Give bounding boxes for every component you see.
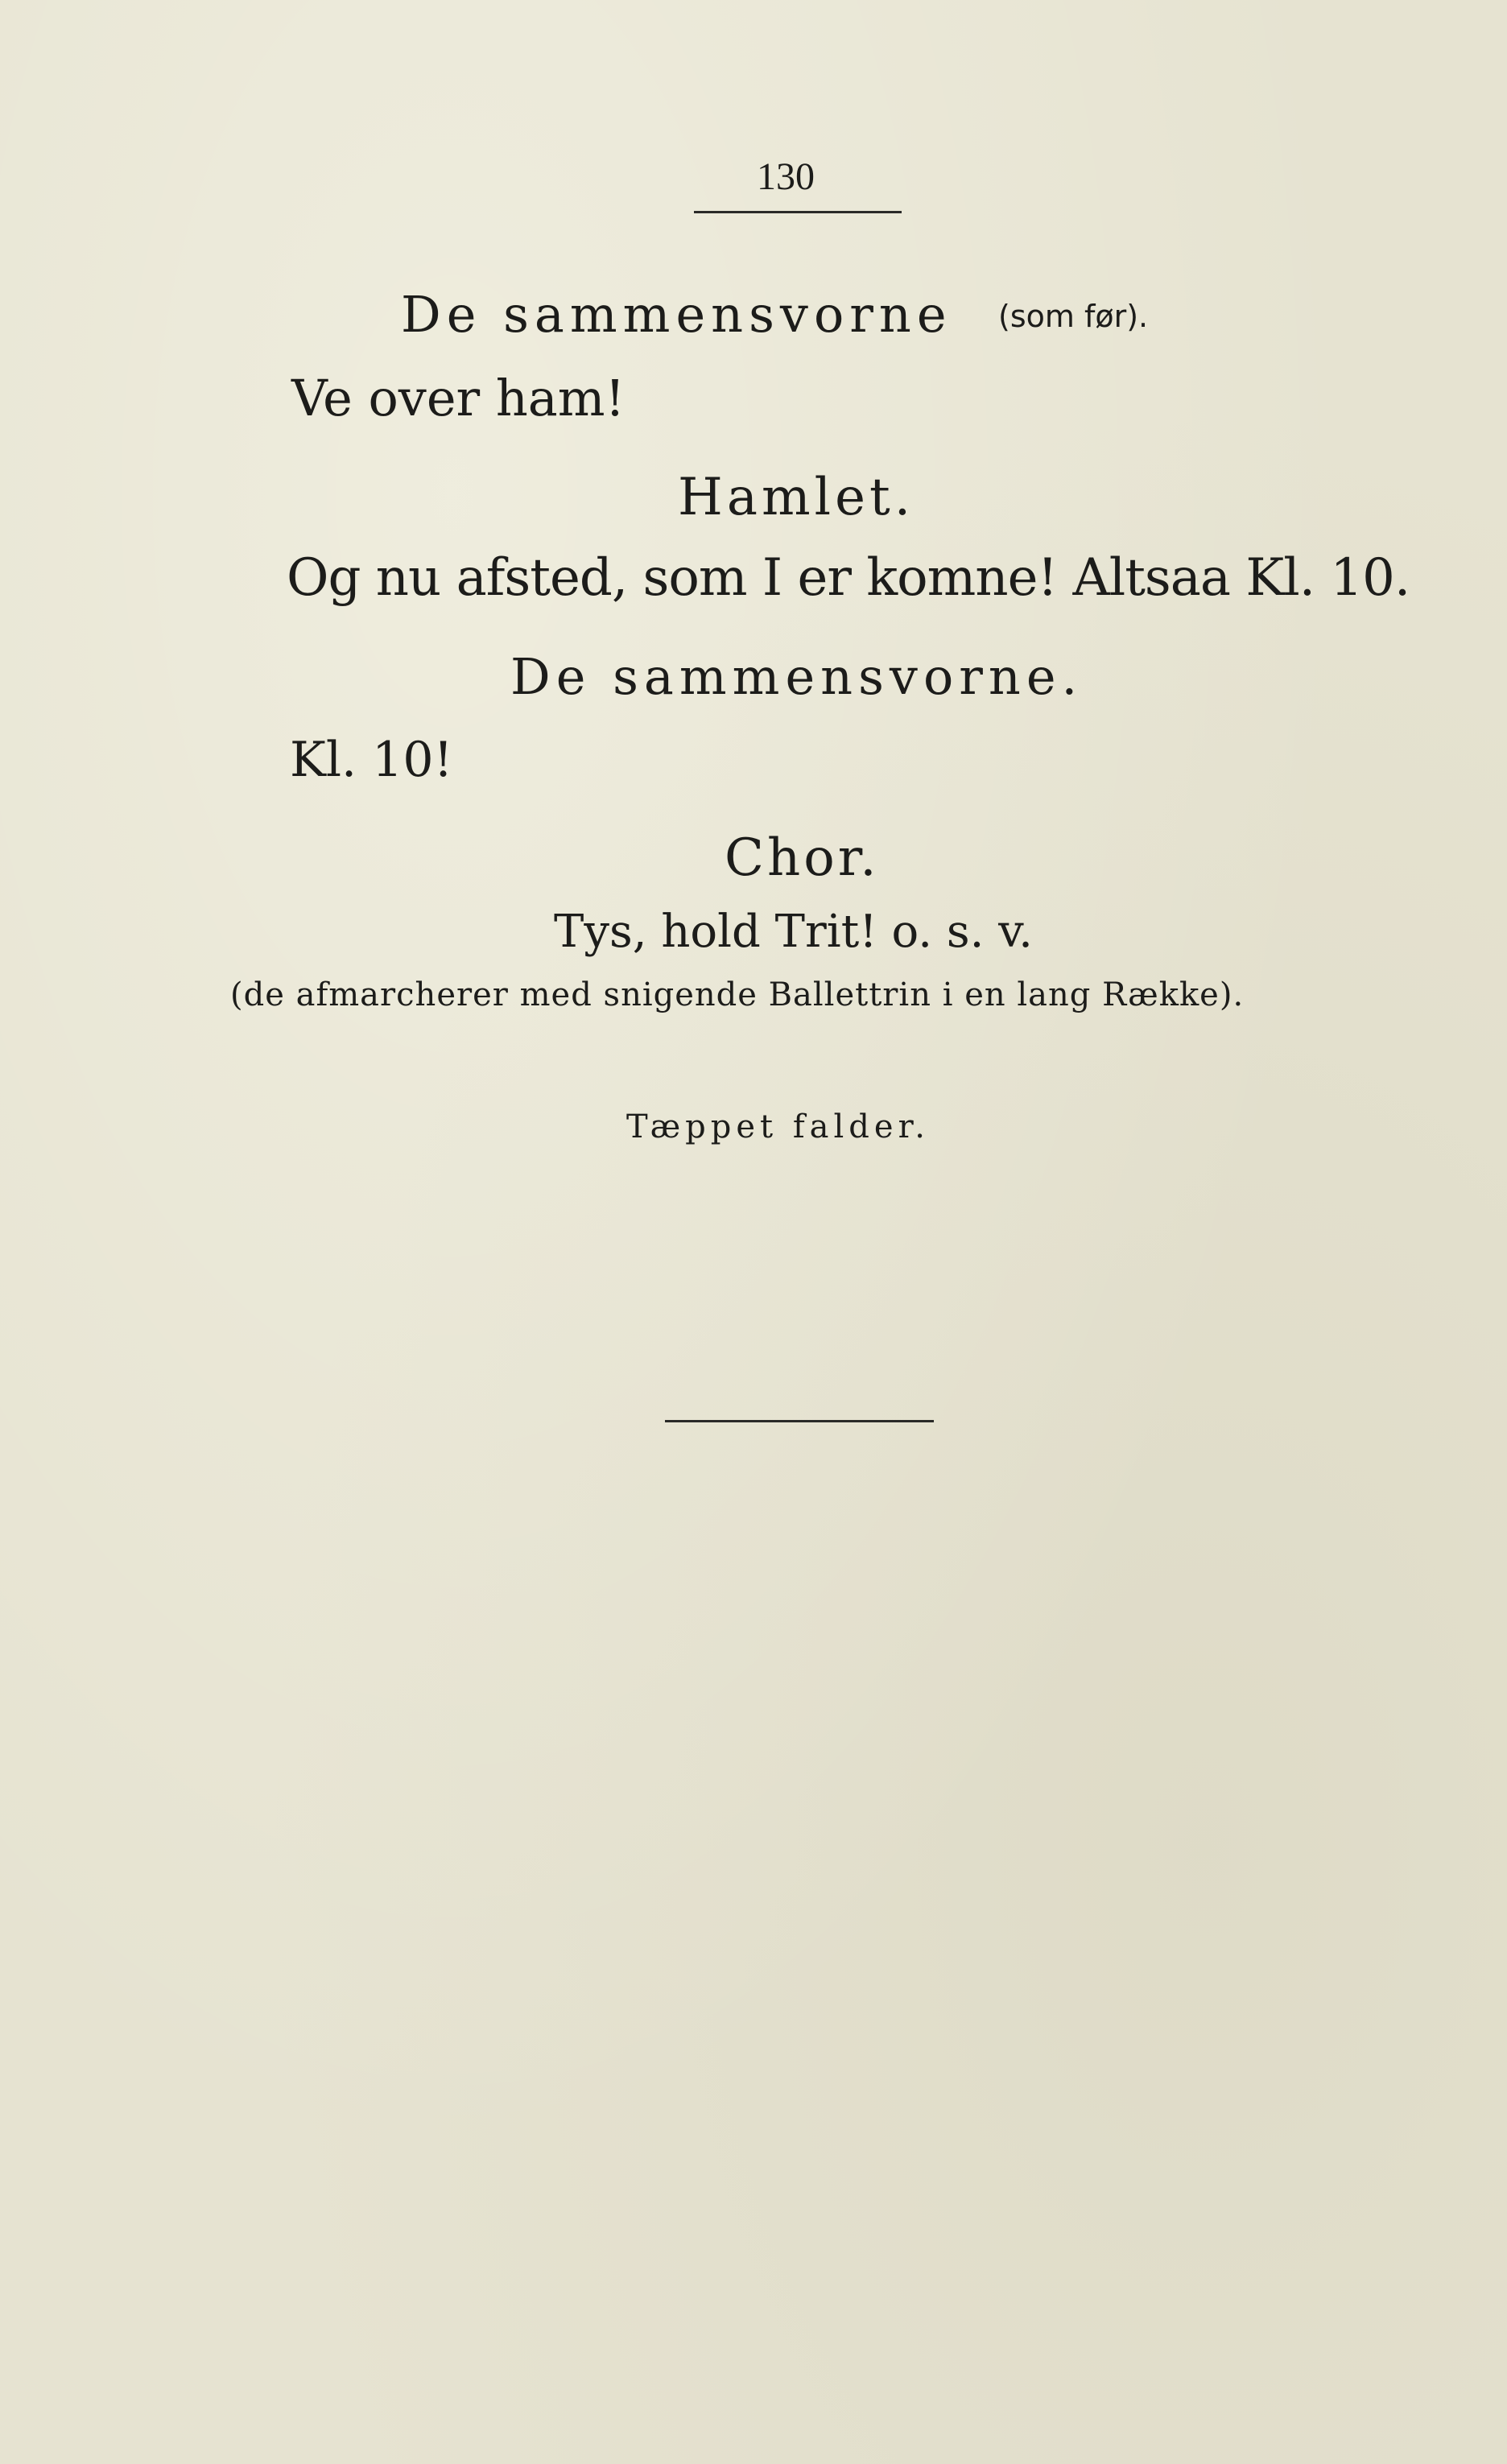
stage-direction-curtain: Tæppet falder. [626,1108,931,1145]
speaker-de-sammensvorne: De sammensvorne [401,285,952,344]
verse-line: Tys, hold Trit! o. s. v. [554,906,1033,958]
stage-direction-som-for: (som før). [998,299,1149,334]
stage-direction-exit: (de afmarcherer med snigende Ballettrin i en lang Række). [230,976,1245,1013]
speaker-de-sammensvorne: De sammensvorne. [510,647,1084,706]
page-number: 130 [757,155,815,198]
verse-line: Ve over ham! [291,369,626,427]
verse-line: Og nu afsted, som I er komne! Altsaa Kl. 10. [287,548,1410,608]
verse-line: Kl. 10! [290,732,453,788]
speaker-hamlet: Hamlet. [678,468,915,527]
speaker-chor: Chor. [725,828,880,888]
header-rule [694,211,902,213]
end-rule [665,1420,934,1422]
